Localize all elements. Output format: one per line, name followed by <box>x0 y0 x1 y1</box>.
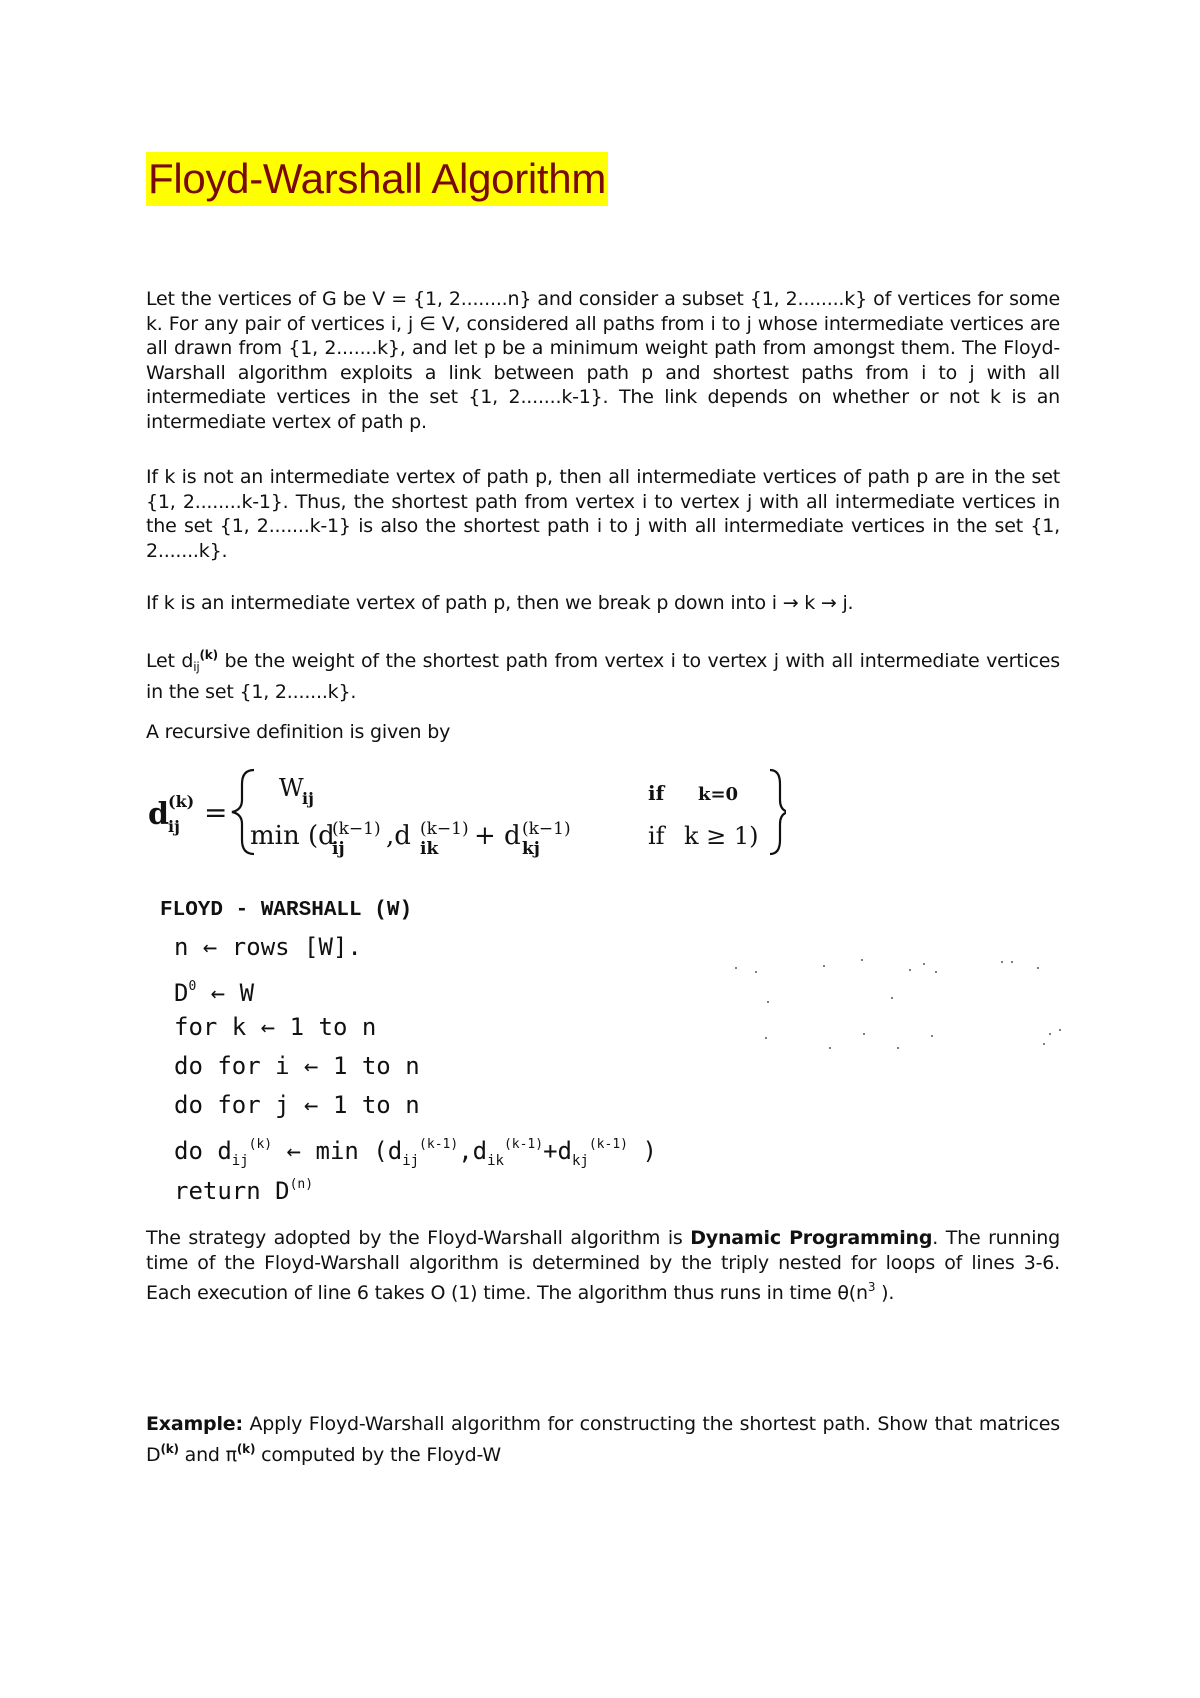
paragraph-vertices-subset: Let the vertices of G be V = {1, 2........n} and consider a subset {1, 2........k} of vertices for some k. For any pair of vertices i, j ∈ V, considered all paths from i to j whose intermediate vertices are all drawn from {1, 2.......k}, and let p be a minimum weight path from amongst them. The Floyd-Warshall algorithm exploits a link between path p and shortest paths from i to j with all intermediate vertices in the set {1, 2.......k-1}. The link depends on whether or not k is an intermediate vertex of path p. <box>146 288 1060 433</box>
formula-case2-sup1: (k−1) <box>332 819 381 839</box>
pseudocode-line-6: do $d_{ij}^{(k)}$ ← $\min (d_{ij}^{(k-1)},d_{ik}^{(k-1)}+d_{kj}^{(k-1)}$ ) <box>174 1137 657 1169</box>
formula-case1-cond: k=0 <box>698 784 739 805</box>
pseudocode-line-1: n ← rows [W]. <box>174 933 362 961</box>
page-title: Floyd-Warshall Algorithm <box>146 152 608 206</box>
formula-case2-sub2: ik <box>420 839 439 859</box>
formula-case1-w: W <box>279 774 304 802</box>
formula-equals: = <box>204 796 228 829</box>
pseudocode-line-2: $D^0$ ← W <box>174 979 255 1007</box>
pseudocode-line-3: for k ← 1 to n <box>174 1013 377 1041</box>
formula-case2-min: min (d <box>250 821 335 851</box>
pseudocode-line-4: do for i ← 1 to n <box>174 1052 420 1080</box>
formula-lhs-sup: (k) <box>168 792 195 811</box>
pseudocode-line-5: do for j ← 1 to n <box>174 1091 420 1119</box>
paragraph-definition-dij: Let $d_{ij}^{(k)}$ be the weight of the shortest path from vertex i to vertex j with all intermediate vertices in the set {1, 2.......k}. <box>146 648 1060 703</box>
paragraph-strategy: The strategy adopted by the Floyd-Warshall algorithm is Dynamic Programming. The running time of the Floyd-Warshall algorithm is determined by the triply nested for loops of lines 3-6. Each execution of line 6 takes O (1) time. The algorithm thus runs in time $\theta(n^3$ ). <box>146 1227 1060 1304</box>
formula-case2-sub3: kj <box>522 839 540 859</box>
formula-case2-if: if <box>648 822 665 850</box>
pseudocode-line-7: return $D^{(n)}$ <box>174 1177 314 1205</box>
formula-lhs-d: d <box>148 797 169 832</box>
paragraph-k-intermediate: If k is an intermediate vertex of path p, then we break p down into i → k → j. <box>146 592 854 614</box>
formula-case2-comma-d: ,d <box>386 821 411 851</box>
formula-case2-sup2: (k−1) <box>420 819 469 839</box>
formula-case1-if: if <box>648 781 665 805</box>
formula-case2-plus-d: + d <box>474 821 521 851</box>
recursive-formula-svg <box>146 762 786 862</box>
right-brace <box>770 770 786 854</box>
formula-case2-sub1: ij <box>332 839 345 859</box>
paragraph-k-not-intermediate: If k is not an intermediate vertex of path p, then all intermediate vertices of path p are in the set {1, 2........k-1}. Thus, the shortest path from vertex i to vertex j with all intermediate vertices in the set {1, 2.......k-1} is also the shortest path i to j with all intermediate vertices in the set {1, 2.......k}. <box>146 466 1060 562</box>
formula-lhs-sub: ij <box>168 817 180 836</box>
scan-specks <box>720 940 1100 1070</box>
paragraph-recursive-intro: A recursive definition is given by <box>146 721 451 743</box>
recursive-formula <box>146 762 786 862</box>
paragraph-example: Example: Apply Floyd-Warshall algorithm for constructing the shortest path. Show that matrices $D^{(k)}$ and $\pi^{(k)}$ computed by the Floyd-W <box>146 1413 1060 1466</box>
pseudocode-header: FLOYD - WARSHALL (W) <box>160 899 413 922</box>
formula-case2-sup3: (k−1) <box>522 819 571 839</box>
formula-case2-cond: k ≥ 1) <box>684 822 759 850</box>
formula-case1-sub: ij <box>302 789 314 808</box>
